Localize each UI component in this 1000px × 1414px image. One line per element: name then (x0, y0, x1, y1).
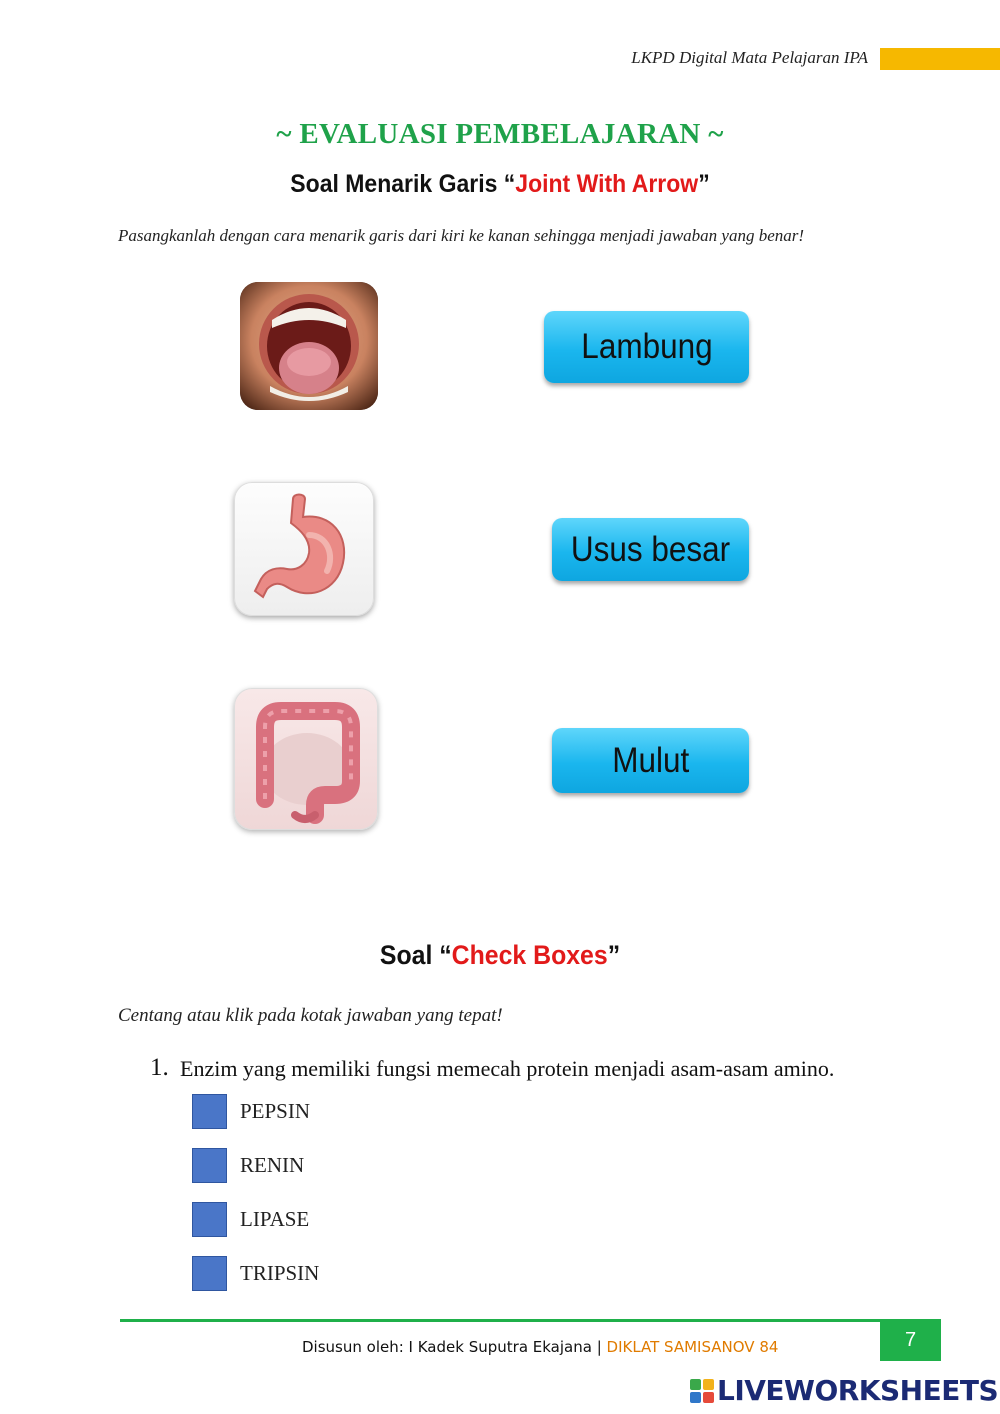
option-row (192, 1147, 304, 1183)
heading-prefix: Soal Menarik Garis “ (290, 170, 516, 198)
answer-label-3: Mulut (611, 740, 690, 780)
option-label: LIPASE (240, 1206, 310, 1231)
answer-button-2[interactable] (552, 518, 749, 581)
stomach-image[interactable] (234, 482, 374, 616)
footer-credit (302, 1338, 778, 1356)
section-heading-checkboxes (40, 940, 960, 971)
mouth-icon (240, 282, 378, 410)
checkbox-instruction: Centang atau klik pada kotak jawaban yang tepat! (118, 1005, 503, 1026)
answer-label-2: Usus besar (570, 529, 731, 569)
option-checkbox-pepsin[interactable] (192, 1094, 227, 1129)
footer-organization: DIKLAT SAMISANOV 84 (606, 1338, 779, 1356)
large-intestine-image[interactable] (234, 688, 378, 830)
large-intestine-icon (235, 689, 377, 829)
heading-suffix: ” (607, 940, 621, 970)
answer-label-1: Lambung (580, 327, 713, 366)
page-title: ~ EVALUASI PEMBELAJARAN ~ (276, 118, 724, 150)
footer-prefix: Disusun oleh: (302, 1338, 409, 1356)
option-label: TRIPSIN (240, 1260, 320, 1285)
question-number: 1. (150, 1054, 169, 1081)
liveworksheets-logo-icon (690, 1379, 714, 1403)
footer-divider (120, 1319, 882, 1322)
matching-instruction: Pasangkanlah dengan cara menarik garis dari kiri ke kanan sehingga menjadi jawaban yang benar! (118, 226, 805, 245)
heading-suffix: ” (698, 170, 710, 198)
liveworksheets-logo[interactable] (690, 1374, 998, 1407)
heading-highlight: Check Boxes (451, 940, 608, 970)
stomach-icon (235, 483, 373, 615)
header-accent-bar (880, 48, 1000, 70)
header-text: LKPD Digital Mata Pelajaran IPA (631, 48, 868, 67)
mouth-image[interactable] (240, 282, 378, 410)
option-checkbox-renin[interactable] (192, 1148, 227, 1183)
option-row (192, 1201, 309, 1237)
option-checkbox-tripsin[interactable] (192, 1256, 227, 1291)
option-row (192, 1093, 310, 1129)
option-label: RENIN (240, 1152, 305, 1177)
heading-highlight: Joint With Arrow (515, 170, 699, 198)
option-label: PEPSIN (240, 1098, 311, 1123)
question-text: Enzim yang memiliki fungsi memecah protein menjadi asam-asam amino. (180, 1056, 835, 1081)
option-row (192, 1255, 319, 1291)
heading-prefix: Soal “ (379, 940, 452, 970)
liveworksheets-logo-text: LIVEWORKSHEETS (717, 1374, 999, 1407)
answer-button-1[interactable] (544, 311, 749, 383)
option-checkbox-lipase[interactable] (192, 1202, 227, 1237)
section-heading-matching (40, 170, 960, 199)
answer-button-3[interactable] (552, 728, 749, 793)
page-number: 7 (880, 1319, 941, 1361)
footer-author: I Kadek Suputra Ekajana | (408, 1338, 607, 1356)
